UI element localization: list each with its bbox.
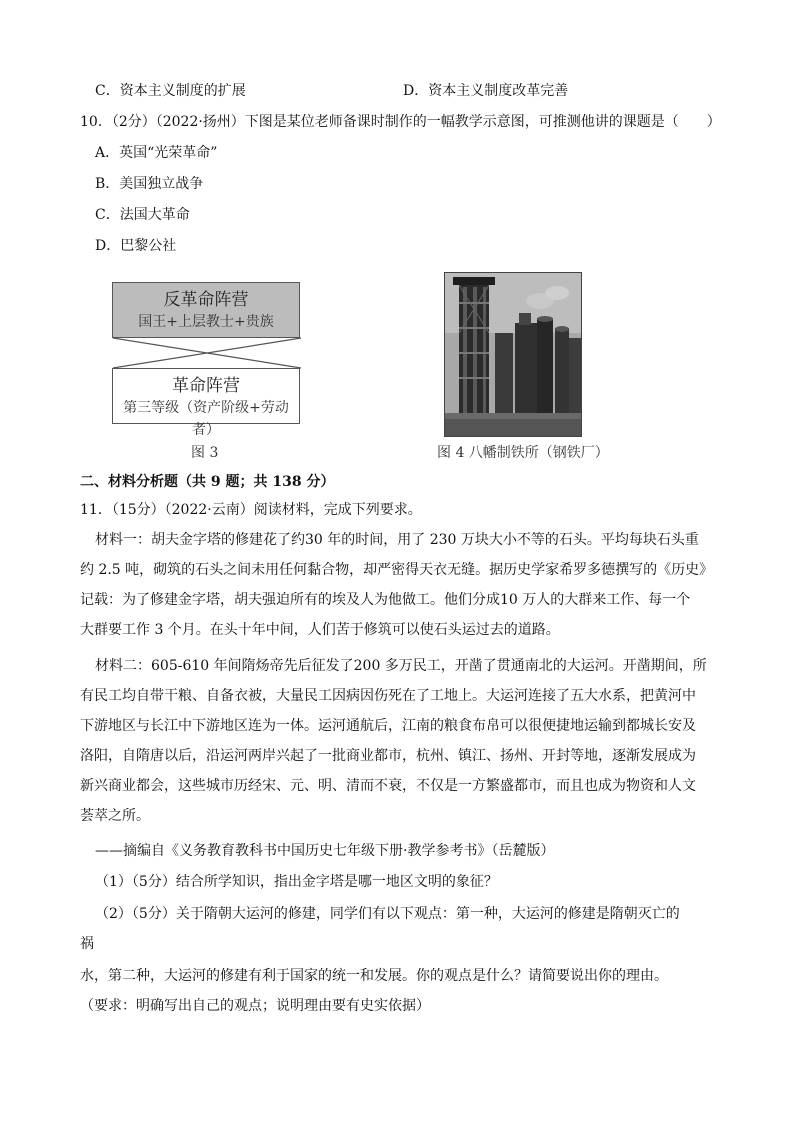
q11-stem: 11．（15分）（2022·云南）阅读材料，完成下列要求。 — [80, 502, 422, 518]
figure-4-caption: 图 4 八幡制铁所（钢铁厂） — [437, 445, 609, 461]
q11-sub-question-1: （1）（5分）结合所学知识，指出金字塔是哪一地区文明的象征？ — [95, 874, 498, 890]
q10-option-d: D．巴黎公社 — [95, 238, 177, 254]
material-1-line: 记载：为了修建金字塔，胡夫强迫所有的埃及人为他做工。他们分成10 万人的大群来工作、每一个 — [80, 592, 691, 608]
q9-option-d: D．资本主义制度改革完善 — [403, 83, 569, 99]
revolution-box — [112, 368, 300, 438]
q9-option-c: C．资本主义制度的扩展 — [95, 83, 246, 99]
material-1-line: 材料一：胡夫金字塔的修建花了约30 年的时间，用了 230 万块大小不等的石头。平均每块石头重 — [95, 532, 699, 548]
section-2-heading: 二、材料分析题（共 9 题；共 138 分） — [80, 474, 335, 490]
revolution-title: 革命阵营 — [172, 376, 240, 396]
material-1-line: 大群要工作 3 个月。在头十年中间，人们苦于修筑可以使石头运过去的道路。 — [80, 622, 560, 638]
q10-option-b: B．美国独立战争 — [95, 176, 204, 192]
material-2-line: 有民工均自带干粮、自备衣被，大量民工因病因伤死在了工地上。大运河连接了五大水系，把黄河中 — [80, 688, 696, 704]
counter-revolution-title: 反革命阵营 — [163, 290, 249, 310]
q11-sub-question-2-line: （2）（5分）关于隋朝大运河的修建，同学们有以下观点：第一种，大运河的修建是隋朝灭亡的 — [95, 906, 680, 922]
yawata-steelworks-photo — [444, 272, 582, 437]
figure-3-caption: 图 3 — [191, 445, 219, 461]
material-source: ——摘编自《义务教育教科书中国历史七年级下册·教学参考书》（岳麓版） — [95, 843, 555, 859]
counter-revolution-members: 国王+上层教士+贵族 — [138, 314, 274, 330]
q10-option-c: C．法国大革命 — [95, 207, 190, 223]
q10-stem: 10．（2分）（2022·扬州）下图是某位老师备课时制作的一幅教学示意图，可推测他讲的课题是（ ） — [80, 114, 721, 130]
q11-sub-question-2-line: （要求：明确写出自己的观点；说明理由要有史实依据） — [80, 998, 430, 1014]
figure-3-diagram — [112, 282, 302, 437]
q11-sub-question-2-line: 祸 — [80, 936, 94, 952]
material-2-line: 荟萃之所。 — [80, 808, 150, 824]
q11-sub-question-2-line: 水，第二种，大运河的修建有利于国家的统一和发展。你的观点是什么？请简要说出你的理由。 — [80, 968, 668, 984]
q10-option-a: A．英国“光荣革命” — [95, 145, 218, 161]
material-2-line: 材料二：605-610 年间隋炀帝先后征发了200 多万民工，开凿了贯通南北的大运河。开凿期间，所 — [95, 658, 707, 674]
material-1-line: 约 2.5 吨，砌筑的石头之间未用任何黏合物，却严密得天衣无缝。据历史学家希罗多德撰写的《历史》 — [80, 562, 714, 578]
connector-lines — [112, 337, 302, 369]
material-2-line: 新兴商业都会，这些城市历经宋、元、明、清而不衰，不仅是一方繁盛都市，而且也成为物资和人文 — [80, 778, 696, 794]
material-2-line: 下游地区与长江中下游地区连为一体。运河通航后，江南的粮食布帛可以很便捷地运输到都城长安及 — [80, 718, 696, 734]
revolution-members: 第三等级（资产阶级+劳动者） — [123, 400, 289, 438]
material-2-line: 洛阳，自隋唐以后，沿运河两岸兴起了一批商业都市，杭州、镇江、扬州、开封等地，逐渐发展成为 — [80, 748, 696, 764]
counter-revolution-box — [112, 282, 300, 338]
